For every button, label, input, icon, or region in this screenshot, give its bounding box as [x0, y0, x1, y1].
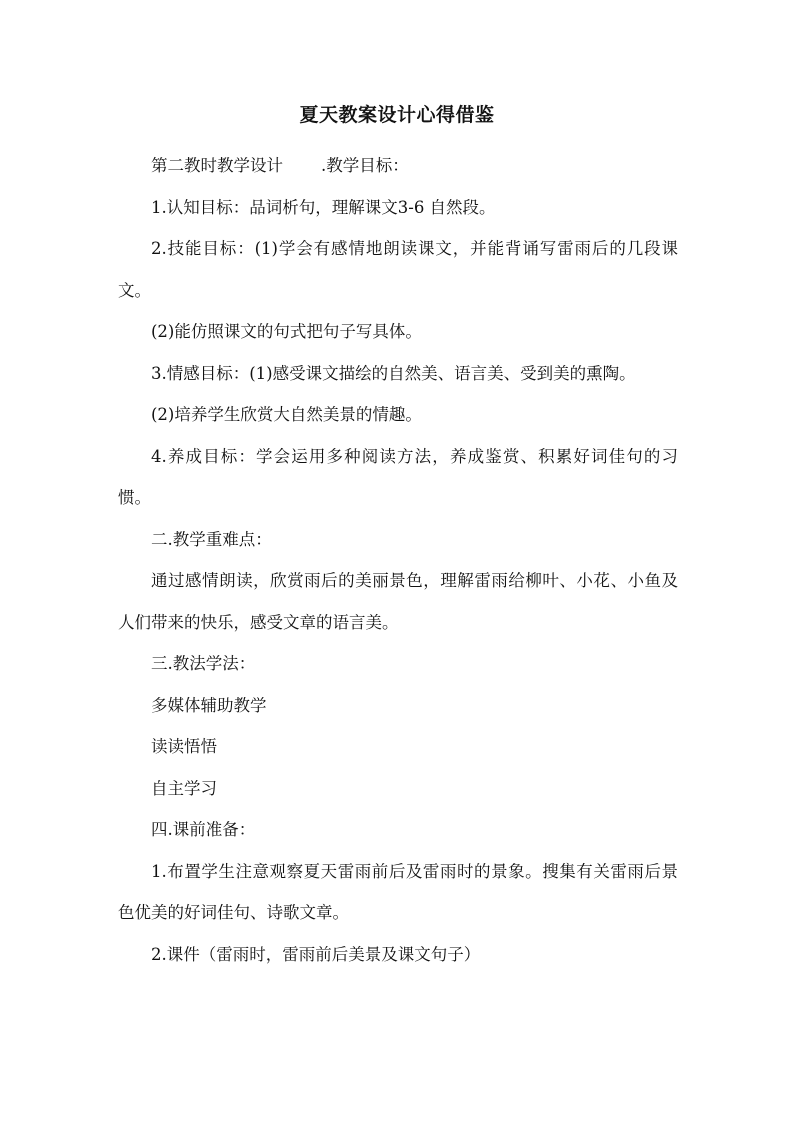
paragraph-6: 4.养成目标：学会运用多种阅读方法，养成鉴赏、积累好词佳句的习惯。 [118, 446, 678, 507]
paragraph-4: 3.情感目标：(1)感受课文描绘的自然美、语言美、受到美的熏陶。 [151, 363, 636, 383]
method-item-3: 自主学习 [151, 778, 217, 798]
method-item-2: 读读悟悟 [151, 737, 217, 756]
paragraph-14: 1.布置学生注意观察夏天雷雨前后及雷雨时的景象。搜集有关雷雨后景色优美的好词佳句、诗歌文章。 [118, 861, 678, 922]
paragraph-15: 2.课件（雷雨时，雷雨前后美景及课文句子） [151, 944, 481, 964]
document-title: 夏天教案设计心得借鉴 [299, 104, 495, 126]
header-line-part1: 第二教时教学设计 [151, 156, 283, 175]
document-body [118, 145, 678, 975]
section-heading-key-points: 二.教学重难点： [151, 529, 272, 549]
header-line [118, 145, 678, 187]
section-heading-methods: 三.教法学法： [151, 654, 256, 673]
method-item-1: 多媒体辅助教学 [151, 695, 267, 715]
paragraph-1: 1.认知目标：品词析句，理解课文3-6 自然段。 [151, 197, 496, 217]
paragraph-8: 通过感情朗读，欣赏雨后的美丽景色，理解雷雨给柳叶、小花、小鱼及人们带来的快乐，感受文章的语言美。 [118, 571, 678, 632]
paragraph-5: (2)培养学生欣赏大自然美景的情趣。 [151, 405, 422, 424]
header-line-part2: .教学目标： [321, 156, 409, 175]
paragraph-3: (2)能仿照课文的句式把句子写具体。 [151, 322, 422, 341]
paragraph-2: 2.技能目标：(1)学会有感情地朗读课文，并能背诵写雷雨后的几段课文。 [118, 239, 678, 300]
section-heading-preparation: 四.课前准备： [151, 820, 256, 839]
